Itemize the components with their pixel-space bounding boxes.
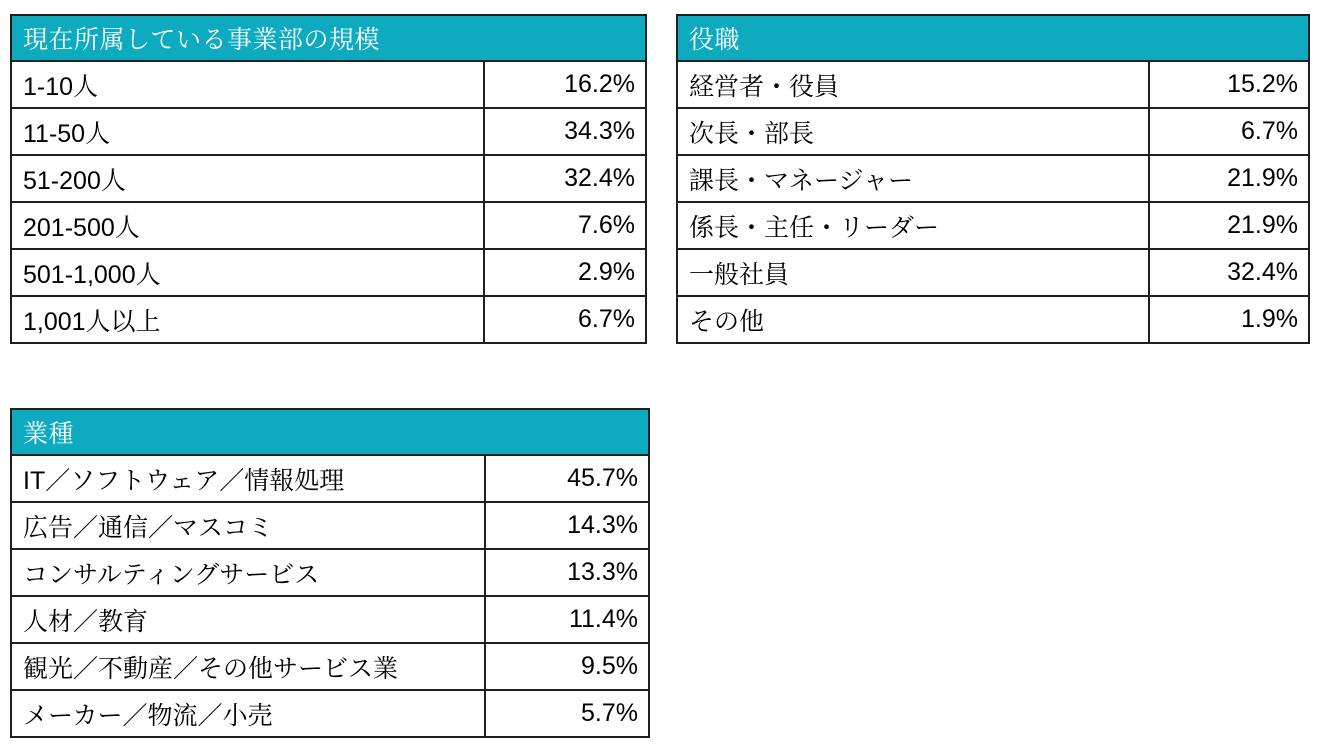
table-row (678, 107, 1308, 154)
table-row (12, 642, 648, 689)
row-value: 7.6% (578, 211, 635, 239)
table-row (12, 154, 645, 201)
row-label: 1-10人 (12, 62, 485, 107)
row-value: 21.9% (1227, 211, 1298, 239)
table-row (12, 248, 645, 295)
table-row (12, 60, 645, 107)
row-value: 13.3% (567, 558, 638, 586)
row-value: 15.2% (1227, 70, 1298, 98)
row-label: 51-200人 (12, 156, 485, 201)
table-job-title (676, 14, 1310, 344)
row-value: 6.7% (1241, 117, 1298, 145)
row-value: 34.3% (564, 117, 635, 145)
row-label: 経営者・役員 (678, 62, 1150, 107)
row-label: 501-1,000人 (12, 250, 485, 295)
row-value: 32.4% (564, 164, 635, 192)
row-value: 2.9% (578, 258, 635, 286)
row-label: 人材／教育 (12, 597, 486, 642)
row-label: 観光／不動産／その他サービス業 (12, 644, 486, 689)
row-label: 課長・マネージャー (678, 156, 1150, 201)
row-value: 1.9% (1241, 305, 1298, 333)
row-value: 16.2% (564, 70, 635, 98)
table-row (678, 60, 1308, 107)
table-row (678, 154, 1308, 201)
row-label: 係長・主任・リーダー (678, 203, 1150, 248)
table-row (12, 201, 645, 248)
row-label: IT／ソフトウェア／情報処理 (12, 456, 486, 501)
table-business-unit-size-header: 現在所属している事業部の規模 (12, 16, 645, 60)
table-row (12, 595, 648, 642)
row-label: 広告／通信／マスコミ (12, 503, 486, 548)
table-row (678, 248, 1308, 295)
table-row (12, 454, 648, 501)
table-business-unit-size (10, 14, 647, 344)
table-row (678, 201, 1308, 248)
table-row (12, 107, 645, 154)
table-row (12, 295, 645, 342)
row-value: 6.7% (578, 305, 635, 333)
row-label: コンサルティングサービス (12, 550, 486, 595)
table-row (12, 501, 648, 548)
row-value: 32.4% (1227, 258, 1298, 286)
table-row (678, 295, 1308, 342)
row-label: メーカー／物流／小売 (12, 691, 486, 736)
row-label: 次長・部長 (678, 109, 1150, 154)
table-row (12, 689, 648, 736)
table-row (12, 548, 648, 595)
row-label: 11-50人 (12, 109, 485, 154)
row-value: 9.5% (581, 652, 638, 680)
row-value: 45.7% (567, 464, 638, 492)
row-value: 5.7% (581, 699, 638, 727)
row-value: 14.3% (567, 511, 638, 539)
row-label: 201-500人 (12, 203, 485, 248)
row-value: 21.9% (1227, 164, 1298, 192)
table-industry-header: 業種 (12, 410, 648, 454)
table-industry (10, 408, 650, 738)
row-label: 1,001人以上 (12, 297, 485, 342)
row-label: その他 (678, 297, 1150, 342)
row-value: 11.4% (568, 605, 638, 633)
row-label: 一般社員 (678, 250, 1150, 295)
table-job-title-header: 役職 (678, 16, 1308, 60)
